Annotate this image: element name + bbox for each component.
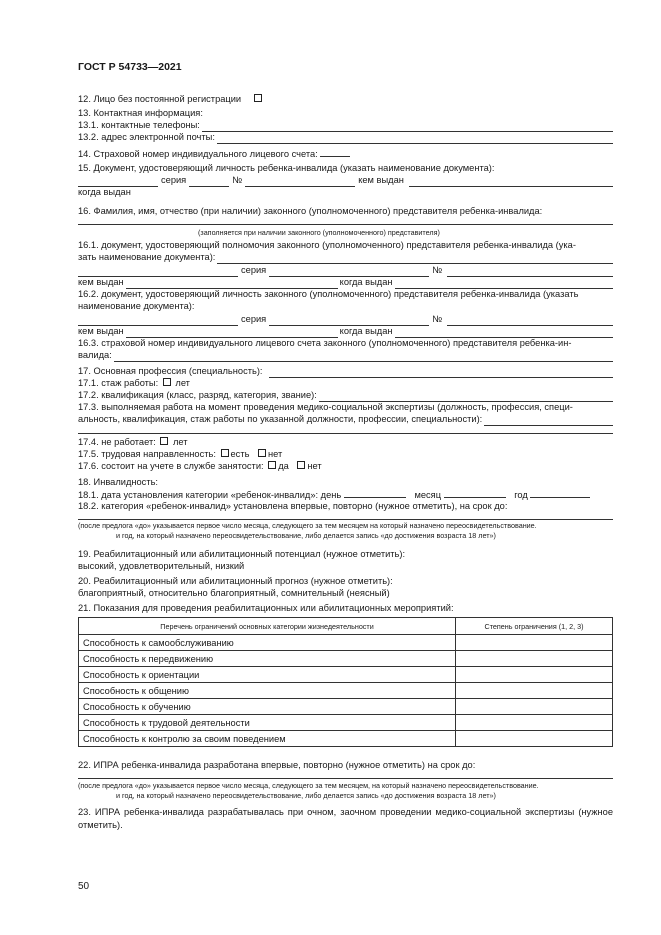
item-17-6 [78,460,613,473]
item-20-options[interactable]: благоприятный, относительно благоприятный, сомнительный (неясный) [78,588,390,598]
item-17-4 [78,436,613,449]
item-13: 13. Контактная информация: [78,108,203,118]
item-17-2 [78,389,613,402]
ipra-caption-1: (после предлога «до» указывается первое число месяца, следующего за тем месяцем, на который назначено переосвидетельствование. [78,781,539,790]
employment-registered-label: 17.6. состоит на учете в службе занятости: [78,461,264,471]
experience-checkbox[interactable] [163,378,171,386]
item-22: 22. ИПРА ребенка-инвалида разработана впервые, повторно (нужное отметить) на срок до: [78,760,476,770]
year-field[interactable] [530,488,590,498]
degree-cell[interactable] [456,683,613,699]
table-cell: Способность к передвижению [79,651,456,667]
item-17-1 [78,377,613,390]
work-orientation-label: 17.5. трудовая направленность: [78,449,216,459]
not-working-checkbox[interactable] [160,437,168,445]
registered-yes-checkbox[interactable] [268,461,276,469]
degree-cell[interactable] [456,731,613,747]
qualification-field[interactable] [319,392,613,402]
table-row [79,635,613,651]
term-field[interactable] [78,509,613,520]
item-16-2b [78,300,613,313]
item-18-2: 18.2. категория «ребенок-инвалид» установлена впервые, повторно (нужное отметить), на срок до: [78,501,508,511]
item-16-1a: 16.1. документ, удостоверяющий полномочия законного (уполномоченного) представителя ребенка-инвалида (ука- [78,240,576,250]
item-17-3a: 17.3. выполняемая работа на момент проведения медико-социальной экспертизы (должность, профессия, специ- [78,402,573,412]
table-cell: Способность к общению [79,683,456,699]
qualification-label: 17.2. квалификация (класс, разряд, категория, звание): [78,390,317,400]
current-work-label: альность, квалификация, стаж работы по указанной должности, профессии, специальности): [78,414,483,424]
item-16-1-issued-line [78,276,613,289]
item-13-1 [78,119,613,132]
issued-when-label: когда выдан [339,326,393,336]
item-16-2-issued-line [78,325,613,338]
table-cell: Способность к ориентации [79,667,456,683]
id-issued-by-field[interactable] [126,328,338,338]
term-caption-2: и год, на который назначено переосвидетельствование, либо делается запись «до достижения возраста 18 лет») [116,531,496,540]
table-row [79,683,613,699]
table-cell: Способность к обучению [79,699,456,715]
yes-label: да [278,461,289,471]
no-label: нет [307,461,322,471]
item-21: 21. Показания для проведения реабилитационных или абилитационных мероприятий: [78,603,454,613]
number-label: № [432,314,443,324]
month-label: месяц [414,490,442,500]
item-12 [78,93,613,106]
series-field[interactable] [189,177,229,187]
item-16-2-series-line [78,313,613,326]
item-17 [78,365,613,378]
item-16-3a: 16.3. страховой номер индивидуального лицевого счета законного (уполномоченного) представителя ребенка-ин- [78,338,572,348]
item-14 [78,147,613,161]
item-16-1-series-line [78,264,613,277]
degree-cell[interactable] [456,667,613,683]
day-field[interactable] [344,488,406,498]
degree-cell[interactable] [456,699,613,715]
snils-label: 14. Страховой номер индивидуального лицевого счета: [78,149,318,159]
experience-label: 17.1. стаж работы: [78,378,159,388]
id-number-field[interactable] [447,316,613,326]
item-15-doc-line [78,174,613,187]
item-17-5 [78,448,613,461]
not-working-label: 17.4. не работает: [78,437,156,447]
rep-auth-doc-field[interactable] [217,254,613,264]
table-row [79,651,613,667]
series-label: серия [241,265,267,275]
degree-cell[interactable] [456,715,613,731]
years-label: лет [175,378,190,388]
item-16-1b [78,251,613,264]
orientation-no-checkbox[interactable] [258,449,266,457]
degree-cell[interactable] [456,651,613,667]
auth-issued-when-field[interactable] [395,279,613,289]
years-label: лет [173,437,188,447]
month-field[interactable] [444,488,506,498]
no-registration-checkbox[interactable] [254,94,262,102]
item-20: 20. Реабилитационный или абилитационный прогноз (нужное отметить): [78,576,393,586]
item-19: 19. Реабилитационный или абилитационный потенциал (нужное отметить): [78,549,406,559]
page-number: 50 [78,881,90,892]
table-row [79,699,613,715]
issued-by-label: кем выдан [78,326,124,336]
number-label: № [432,265,443,275]
table-row [79,731,613,747]
no-label: нет [268,449,283,459]
rep-name-field[interactable] [78,213,613,225]
item-15-when [78,186,613,199]
document-header: ГОСТ Р 54733—2021 [78,61,182,73]
item-16: 16. Фамилия, имя, отчество (при наличии) законного (уполномоченного) представителя ребенка-инвалида: [78,206,543,216]
degree-cell[interactable] [456,635,613,651]
table-row [79,715,613,731]
auth-series-field[interactable] [269,267,429,277]
doc-name-field[interactable] [78,177,158,187]
ipra-caption-2: и год, на который назначено переосвидетельствование, либо делается запись «до достижения возраста 18 лет») [116,791,496,800]
series-label: серия [161,175,187,185]
id-doc-name-field[interactable] [78,316,238,326]
number-field[interactable] [245,177,355,187]
table-cell: Способность к трудовой деятельности [79,715,456,731]
email-label: 13.2. адрес электронной почты: [78,132,215,142]
issued-when-label: когда выдан [78,187,131,197]
id-series-field[interactable] [269,316,429,326]
current-work-field-2[interactable] [78,424,613,434]
auth-doc-name-field[interactable] [78,267,238,277]
profession-label: 17. Основная профессия (специальность): [78,366,263,376]
rep-caption: (заполняется при наличии законного (уполномоченного) представителя) [198,228,440,237]
email-field[interactable] [217,134,613,144]
item-15: 15. Документ, удостоверяющий личность ребенка-инвалида (указать наименование документа): [78,163,495,173]
item-16-3b [78,349,613,362]
rep-auth-doc-label: зать наименование документа): [78,252,216,262]
term-caption-1: (после предлога «до» указывается первое число месяца, следующего за тем месяцем на который назначено переосвидетельствование. [78,521,537,530]
rep-snils-label: валида: [78,350,112,360]
item-23: 23. ИПРА ребенка-инвалида разрабатывалась при очном, заочном проведении медико-социальной экспертизы (нужное отметить). [78,807,613,830]
item-18: 18. Инвалидность: [78,477,159,487]
rep-id-doc-label: наименование документа): [78,301,195,311]
id-issued-when-field[interactable] [395,328,613,338]
number-label: № [232,175,243,185]
registered-no-checkbox[interactable] [297,461,305,469]
ipra-term-field[interactable] [78,768,613,779]
table-header: Степень ограничения (1, 2, 3) [456,618,613,635]
issued-by-label: кем выдан [78,277,124,287]
phones-label: 13.1. контактные телефоны: [78,120,200,130]
day-label: 18.1. дата установления категории «ребенок-инвалид»: день [78,490,342,500]
issued-when-label: когда выдан [339,277,393,287]
item-13-2 [78,131,613,144]
item-19-options[interactable]: высокий, удовлетворительный, низкий [78,561,245,571]
exists-label: есть [230,449,250,459]
table-cell: Способность к контролю за своим поведением [79,731,456,747]
profession-field[interactable] [269,368,614,378]
item-16-2a: 16.2. документ, удостоверяющий личность законного (уполномоченного) представителя ребенка-инвалида (указать [78,289,579,299]
year-label: год [514,490,528,500]
item-12-label: 12. Лицо без постоянной регистрации [78,94,242,104]
table-cell: Способность к самообслуживанию [79,635,456,651]
issued-by-label: кем выдан [358,175,404,185]
phones-field[interactable] [202,122,613,132]
issued-by-field[interactable] [409,177,613,187]
table-row [79,667,613,683]
snils-field[interactable] [320,147,350,157]
auth-number-field[interactable] [447,267,613,277]
series-label: серия [241,314,267,324]
auth-issued-by-field[interactable] [126,279,338,289]
limitations-table [78,617,613,747]
rep-snils-field[interactable] [114,352,613,362]
table-header: Перечень ограничений основных категории жизнедеятельности [79,618,456,635]
orientation-yes-checkbox[interactable] [221,449,229,457]
table-header-row [79,618,613,635]
